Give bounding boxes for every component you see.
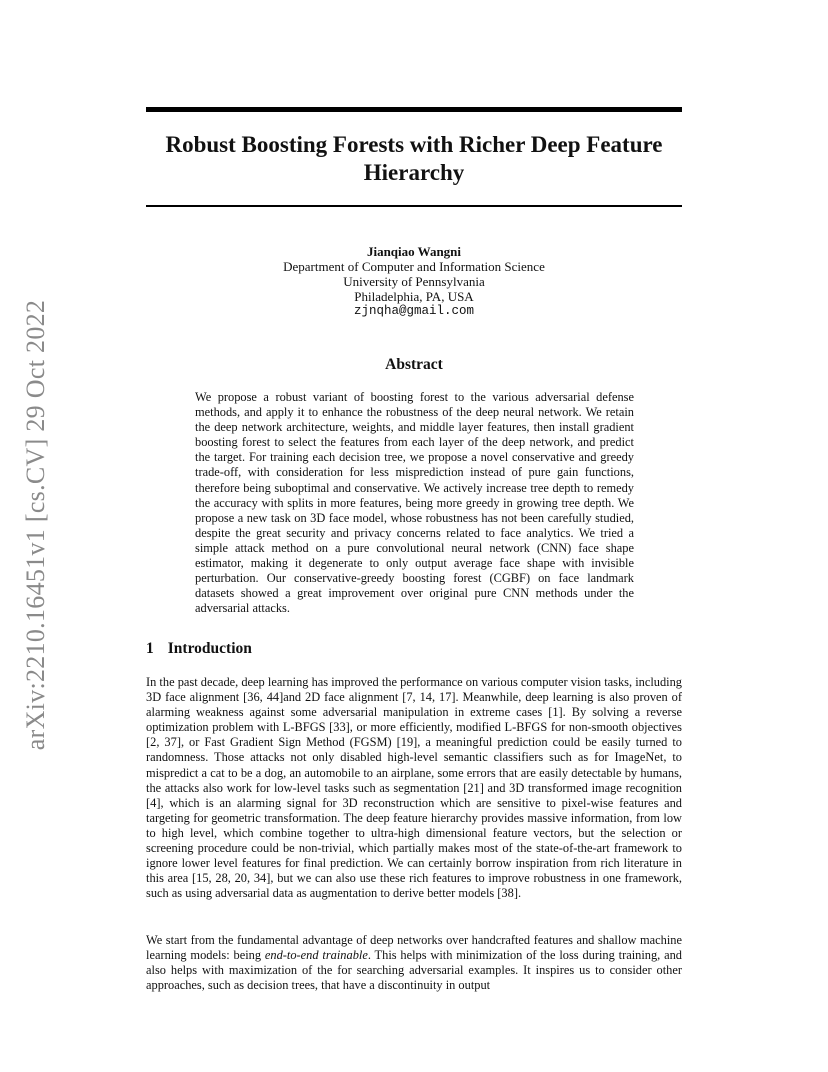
- paragraph-2-text-start: We start from the fundamental advantage of deep networks over handcrafted features and shallow machine learning models: being: [146, 933, 682, 963]
- author-email: zjnqha@gmail.com: [353, 304, 475, 318]
- author-block: [146, 244, 682, 319]
- title-bottom-rule: [146, 205, 682, 207]
- author-location: Philadelphia, PA, USA: [354, 289, 474, 304]
- paragraph-2-emphasis: end-to-end trainable: [264, 948, 368, 963]
- author-name: Jianqiao Wangni: [366, 244, 462, 259]
- abstract-heading: Abstract: [385, 356, 443, 373]
- paper-title: Robust Boosting Forests with Richer Deep Feature Hierarchy: [165, 132, 663, 185]
- author-department: Department of Computer and Information Science: [283, 259, 545, 274]
- arxiv-identifier-stamp: arXiv:2210.16451v1 [cs.CV] 29 Oct 2022: [21, 299, 50, 751]
- paragraph-2-text-end: . This helps with minimization of the loss during training, and also helps with maximization of the for searching adversarial examples. It inspires us to consider other approaches, such as decision trees, that have a discontinuity in output: [146, 948, 683, 993]
- author-university: University of Pennsylvania: [343, 274, 485, 289]
- title-top-rule: [146, 107, 682, 112]
- section-number: 1: [146, 640, 154, 657]
- introduction-paragraph-1: In the past decade, deep learning has improved the performance on various computer vision tasks, including 3D face alignment [36, 44]and 2D face alignment [7, 14, 17]. Meanwhile, deep learning is also proven of alarming weakness against some adversarial manipulation in extreme cases [1]. By solving a reverse optimization problem with L-BFGS [33], or more efficiently, modified L-BFGS for non-smooth objectives [2, 37], or Fast Gradient Sign Method (FGSM) [19], a meaningful prediction could be easily turned to randomness. Those attacks not only disabled high-level semantic classifiers such as for ImageNet, to mispredict a cat to be a dog, an automobile to an airplane, some errors that are easily detectable by humans, the attacks also work for low-level tasks such as segmentation [21] and 3D transformed image recognition [4], which is an alarming signal for 3D reconstruction which are sensitive to pixel-wise features and targeting for geometric transformation. The deep feature hierarchy provides massive information, from low to high level, which combine together to ultra-high dimensional feature vectors, but the selection or screening procedure could be non-trivial, which partially makes most of the state-of-the-art framework to ignore lower level features for final prediction. We can certainly borrow inspiration from rich literature in this area [15, 28, 20, 34], but we can also use these rich features to improve robustness in one framework, such as using adversarial data as augmentation to derive better models [38].: [146, 675, 682, 901]
- abstract-text: We propose a robust variant of boosting forest to the various adversarial defense methods, and apply it to enhance the robustness of the deep neural network. We retain the deep network architecture, weights, and middle layer features, then install gradient boosting forest to select the features from each layer of the deep network, and predict the target. For training each decision tree, we propose a novel conservative and greedy trade-off, with consideration for less misprediction instead of pure gain functions, therefore being suboptimal and conservative. We actively increase tree depth to remedy the accuracy with splits in more features, being more greedy in growing tree depth. We propose a new task on 3D face model, whose robustness has not been carefully studied, despite the great security and privacy concerns related to face analytics. We tried a simple attack method on a pure convolutional neural network (CNN) face shape estimator, making it degenerate to only output average face shape with invisible perturbation. Our conservative-greedy boosting forest (CGBF) on face landmark datasets showed a great improvement over original pure CNN methods under the adversarial attacks.: [195, 390, 634, 616]
- section-title: Introduction: [167, 640, 252, 657]
- section-heading-introduction: [146, 640, 252, 658]
- introduction-paragraph-2: [146, 933, 682, 993]
